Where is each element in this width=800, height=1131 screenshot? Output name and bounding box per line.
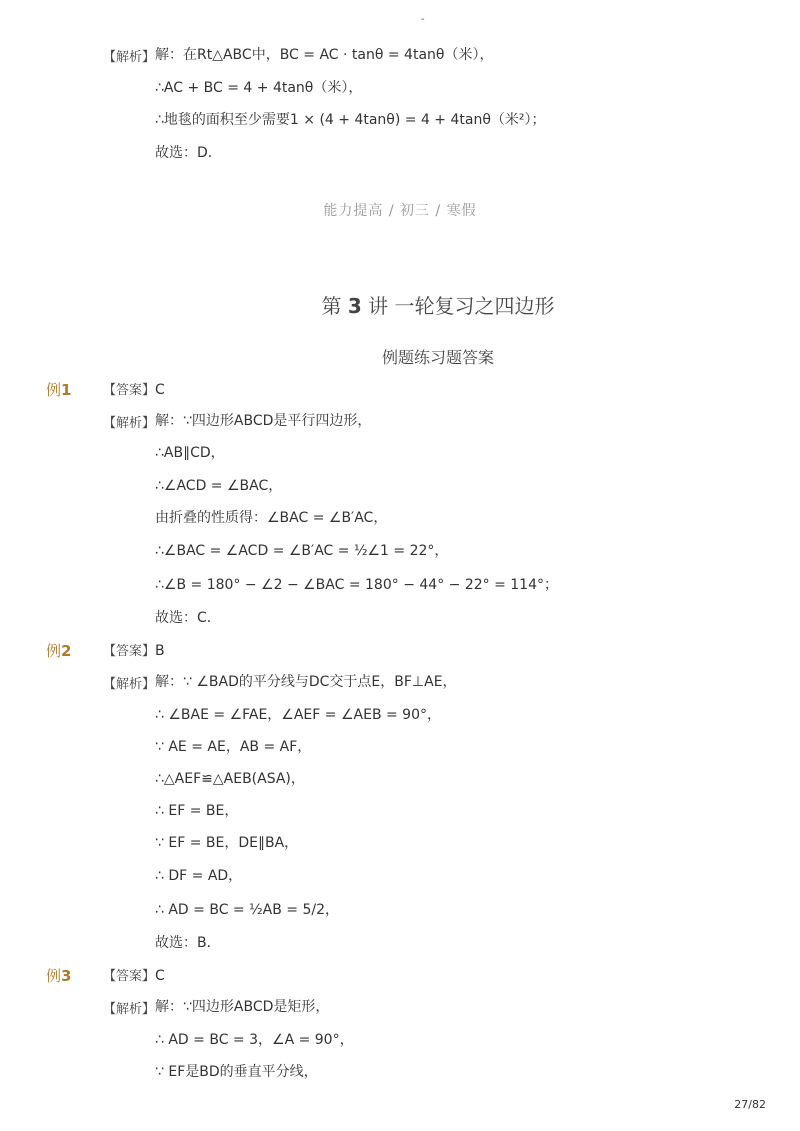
- solution-line: ∵ AE = AE，AB = AF，: [155, 739, 312, 755]
- answer-tag: 【答案】: [103, 383, 156, 398]
- answer-value: C: [155, 968, 165, 984]
- example-number: 1: [61, 381, 72, 399]
- solution-line: ∴ EF = BE，: [155, 803, 239, 819]
- solution-line: ∵ EF = BE，DE∥BA，: [155, 835, 299, 851]
- solution-line: ∴∠B = 180° − ∠2 − ∠BAC = 180° − 44° − 22° = 114°；: [155, 577, 558, 593]
- course-banner: 能力提高 / 初三 / 寒假: [323, 203, 477, 219]
- analysis-tag: 【解析】: [103, 1002, 156, 1017]
- answer-line: [103, 380, 165, 401]
- answer-line: [103, 966, 165, 987]
- answer-line: [103, 641, 165, 662]
- solution-line: 故选：C．: [155, 610, 221, 626]
- example-label: [46, 965, 71, 986]
- solution-line: 故选：B．: [155, 935, 221, 951]
- solution-line: ∴ AD = BC = ½AB = 5/2，: [155, 902, 340, 918]
- solution-line: ∴∠BAC = ∠ACD = ∠B′AC = ½∠1 = 22°，: [155, 543, 449, 559]
- analysis-tag: 【解析】: [103, 50, 156, 65]
- analysis-tag: 【解析】: [103, 677, 156, 692]
- solution-line: 故选：D．: [155, 145, 222, 161]
- solution-line: ∴AB∥CD，: [155, 445, 225, 461]
- lecture-prefix: 第: [321, 294, 342, 318]
- answer-value: C: [155, 382, 165, 398]
- solution-line: ∵ EF是BD的垂直平分线，: [155, 1064, 318, 1080]
- solution-line: 解：∵四边形ABCD是平行四边形，: [155, 413, 372, 429]
- solution-line: ∴地毯的面积至少需要1 × (4 + 4tanθ) = 4 + 4tanθ（米²）；: [155, 112, 546, 128]
- solution-line: 解：∵ ∠BAD的平分线与DC交于点E，BF⊥AE，: [155, 674, 457, 690]
- solution-line: 由折叠的性质得：∠BAC = ∠B′AC，: [155, 510, 388, 526]
- answer-value: B: [155, 643, 165, 659]
- lecture-number: 3: [347, 294, 362, 318]
- solution-line: ∴△AEF≌△AEB(ASA)，: [155, 771, 305, 787]
- solution-line: 解：∵四边形ABCD是矩形，: [155, 999, 330, 1015]
- example-label: [46, 640, 71, 661]
- top-mark: -: [421, 14, 425, 25]
- solution-line: ∴ AD = BC = 3，∠A = 90°，: [155, 1032, 354, 1048]
- example-number: 2: [61, 642, 72, 660]
- solution-line: ∴ ∠BAE = ∠FAE，∠AEF = ∠AEB = 90°，: [155, 707, 441, 723]
- example-label-text: 例: [46, 967, 62, 985]
- example-number: 3: [61, 967, 72, 985]
- solution-line: ∴∠ACD = ∠BAC，: [155, 478, 283, 494]
- analysis-tag: 【解析】: [103, 416, 156, 431]
- solution-line: ∴AC + BC = 4 + 4tanθ（米），: [155, 80, 363, 96]
- solution-line: ∴ DF = AD，: [155, 868, 243, 884]
- page-number: 27/82: [734, 1098, 766, 1111]
- lecture-title: [0, 290, 800, 319]
- lecture-suffix: 讲 一轮复习之四边形: [368, 294, 555, 318]
- answer-tag: 【答案】: [103, 969, 156, 984]
- solution-line: 解：在Rt△ABC中，BC = AC · tanθ = 4tanθ（米），: [155, 47, 494, 63]
- example-label: [46, 379, 71, 400]
- example-label-text: 例: [46, 642, 62, 660]
- section-title: 例题练习题答案: [381, 348, 494, 367]
- answer-tag: 【答案】: [103, 644, 156, 659]
- example-label-text: 例: [46, 381, 62, 399]
